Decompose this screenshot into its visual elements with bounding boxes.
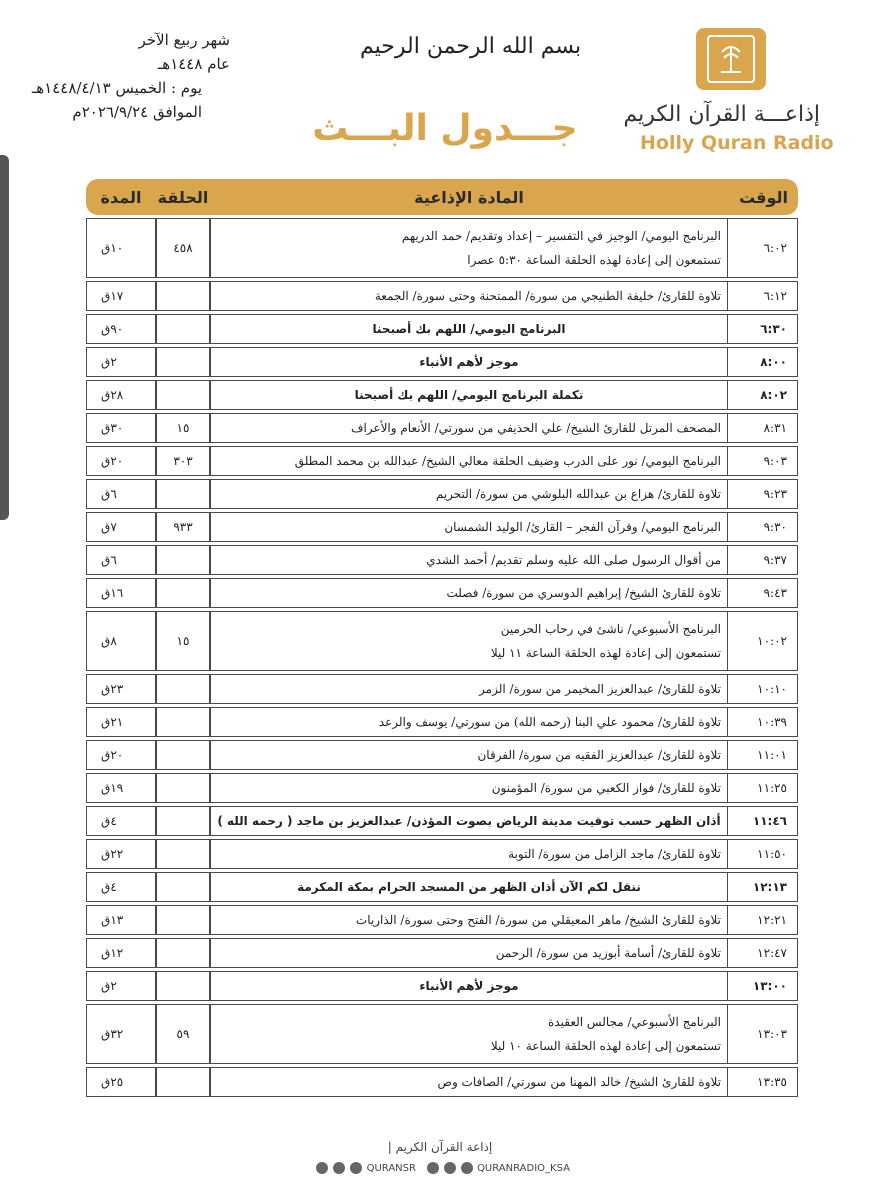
- row-episode: [156, 479, 210, 509]
- row-time-text: ٨:٠٢: [760, 388, 787, 402]
- footer-social: [270, 1162, 615, 1174]
- row-time: [728, 872, 798, 902]
- row-program: [210, 1004, 728, 1064]
- row-rebroadcast-note: تستمعون إلى إعادة لهذه الحلقة الساعة ٥:٣٠ عصرا: [467, 253, 721, 267]
- row-time: [728, 938, 798, 968]
- row-duration-text: ٩٠ق: [101, 322, 124, 336]
- row-duration-text: ٤ق: [101, 880, 117, 894]
- table-row: [86, 413, 798, 443]
- handle-quranradio[interactable]: QURANRADIO_KSA: [477, 1163, 570, 1174]
- row-program-text: موجز لأهم الأنباء: [419, 355, 519, 369]
- date-info: [10, 28, 230, 124]
- row-episode: [156, 971, 210, 1001]
- row-time-text: ٩:٣٧: [763, 553, 787, 567]
- twitter-icon[interactable]: [427, 1162, 439, 1174]
- row-program: [210, 674, 728, 704]
- row-time-text: ١٣:٣٥: [757, 1075, 787, 1089]
- row-time-text: ٦:١٢: [763, 289, 787, 303]
- row-time-text: ١٠:٠٢: [757, 634, 787, 648]
- row-episode: [156, 872, 210, 902]
- footer-station-name: إذاعة القرآن الكريم |: [387, 1140, 493, 1154]
- row-duration-text: ٢٠ق: [101, 454, 124, 468]
- row-program-text: البرنامج الأسبوعي/ ناشئ في رحاب الحرمين: [500, 622, 721, 636]
- table-row: [86, 938, 798, 968]
- row-program-text: تلاوة للقارئ/ خليفة الطنيجي من سورة/ الممتحنة وحتى سورة/ الجمعة: [374, 289, 721, 303]
- row-episode-text: ٤٥٨: [173, 241, 193, 255]
- hijri-month: شهر ربيع الآخر: [138, 31, 230, 49]
- row-program-text: ننقل لكم الآن أذان الظهر من المسجد الحرام بمكة المكرمة: [297, 880, 641, 894]
- basmala-text: بسم الله الرحمن الرحيم: [360, 34, 582, 59]
- row-program: [210, 971, 728, 1001]
- row-duration: [86, 218, 156, 278]
- row-episode: [156, 1004, 210, 1064]
- row-episode: [156, 380, 210, 410]
- row-program-text: أذان الظهر حسب توقيت مدينة الرياض بصوت المؤذن/ عبدالعزيز بن ماجد ( رحمه الله ): [217, 814, 721, 828]
- row-episode-text: ٥٩: [176, 1027, 190, 1041]
- telegram-icon[interactable]: [350, 1162, 362, 1174]
- row-program-text: البرنامج اليومي/ اللهم بك أصبحنا: [372, 322, 566, 336]
- row-time: [728, 314, 798, 344]
- row-time-text: ٩:٢٣: [763, 487, 787, 501]
- row-episode-text: ٣٠٣: [173, 454, 193, 468]
- row-time-text: ١١:٢٥: [757, 781, 787, 795]
- row-program: [210, 413, 728, 443]
- row-duration: [86, 1067, 156, 1097]
- row-duration: [86, 674, 156, 704]
- row-program: [210, 905, 728, 935]
- row-time-text: ٨:٠٠: [760, 355, 787, 369]
- header-duration: المدة: [86, 179, 156, 215]
- row-duration-text: ٢٥ق: [101, 1075, 124, 1089]
- row-episode: [156, 806, 210, 836]
- row-duration: [86, 545, 156, 575]
- scroll-indicator[interactable]: [0, 155, 9, 520]
- table-row: [86, 479, 798, 509]
- row-program-text: موجز لأهم الأنباء: [419, 979, 519, 993]
- row-program: [210, 707, 728, 737]
- hijri-year: عام ١٤٤٨هـ: [157, 55, 230, 73]
- table-row: [86, 1004, 798, 1064]
- row-time: [728, 512, 798, 542]
- table-row: [86, 707, 798, 737]
- row-episode: [156, 545, 210, 575]
- row-duration-text: ١٣ق: [101, 913, 124, 927]
- row-time: [728, 380, 798, 410]
- row-episode: [156, 413, 210, 443]
- row-episode-text: ١٥: [176, 421, 190, 435]
- row-time: [728, 218, 798, 278]
- row-episode: [156, 905, 210, 935]
- row-time: [728, 578, 798, 608]
- row-rebroadcast-note: تستمعون إلى إعادة لهذه الحلقة الساعة ١١ ليلا: [490, 646, 721, 660]
- row-time: [728, 1004, 798, 1064]
- row-program: [210, 446, 728, 476]
- row-program: [210, 806, 728, 836]
- row-duration: [86, 740, 156, 770]
- table-row: [86, 740, 798, 770]
- header-episode: الحلقة: [156, 179, 210, 215]
- row-duration: [86, 347, 156, 377]
- row-episode: [156, 740, 210, 770]
- row-duration-text: ٤ق: [101, 814, 117, 828]
- row-time-text: ٦:٠٢: [763, 241, 787, 255]
- row-program-text: تلاوة للقارئ/ محمود علي البنا (رحمه الله) من سورتي/ يوسف والرعد: [378, 715, 721, 729]
- broadcast-schedule-table: [86, 176, 798, 1100]
- row-duration: [86, 413, 156, 443]
- row-episode: [156, 674, 210, 704]
- row-duration-text: ٢ق: [101, 979, 117, 993]
- row-program: [210, 512, 728, 542]
- table-row: [86, 380, 798, 410]
- row-program-text: المصحف المرتل للقارئ الشيخ/ علي الحذيفي من سورتي/ الأنعام والأعراف: [351, 421, 721, 435]
- handle-quransr[interactable]: QURANSR: [366, 1163, 416, 1174]
- table-row: [86, 512, 798, 542]
- row-duration: [86, 839, 156, 869]
- row-program: [210, 773, 728, 803]
- row-time-text: ١١:٠١: [757, 748, 787, 762]
- row-program-text: البرنامج اليومي/ وقرآن الفجر – القارئ/ الوليد الشمسان: [444, 520, 721, 534]
- row-time-text: ١٣:٠٠: [752, 979, 787, 993]
- table-row: [86, 806, 798, 836]
- row-program: [210, 938, 728, 968]
- row-duration-text: ٢٠ق: [101, 748, 124, 762]
- row-time: [728, 806, 798, 836]
- row-program-text: البرنامج اليومي/ نور على الدرب وضيف الحلقة معالي الشيخ/ عبدالله بن محمد المطلق: [294, 454, 721, 468]
- row-time: [728, 347, 798, 377]
- row-episode: [156, 314, 210, 344]
- row-time: [728, 740, 798, 770]
- row-duration: [86, 1004, 156, 1064]
- youtube-icon[interactable]: [333, 1162, 345, 1174]
- row-duration: [86, 446, 156, 476]
- row-duration: [86, 872, 156, 902]
- row-time-text: ٩:٤٣: [763, 586, 787, 600]
- logo-arabic-name: إذاعـــة القرآن الكريم: [623, 102, 820, 127]
- row-program-text: تلاوة للقارئ/ عبدالعزيز الفقيه من سورة/ الفرقان: [477, 748, 721, 762]
- header-program: المادة الإذاعية: [210, 179, 728, 215]
- row-episode: [156, 578, 210, 608]
- table-row: [86, 545, 798, 575]
- row-program-text: تلاوة للقارئ/ عبدالعزيز المخيمر من سورة/ الزمر: [479, 682, 721, 696]
- row-duration: [86, 578, 156, 608]
- row-duration-text: ٧ق: [101, 520, 117, 534]
- row-program-text: تلاوة للقارئ/ ماجد الزامل من سورة/ التوبة: [508, 847, 721, 861]
- row-time-text: ٩:٣٠: [763, 520, 787, 534]
- row-duration-text: ١٩ق: [101, 781, 124, 795]
- row-program-text: تلاوة للقارئ الشيخ/ ماهر المعيقلي من سورة/ الفتح وحتى سورة/ الذاريات: [355, 913, 721, 927]
- row-time: [728, 707, 798, 737]
- row-program: [210, 545, 728, 575]
- row-episode: [156, 512, 210, 542]
- table-row: [86, 839, 798, 869]
- row-time: [728, 281, 798, 311]
- row-episode: [156, 446, 210, 476]
- day-date: يوم : الخميس ١٤٤٨/٤/١٣هـ: [31, 79, 202, 97]
- row-duration: [86, 938, 156, 968]
- row-duration-text: ٨ق: [101, 634, 117, 648]
- table-row: [86, 872, 798, 902]
- row-time: [728, 905, 798, 935]
- logo-english-name: Holly Quran Radio: [640, 132, 834, 154]
- row-episode: [156, 218, 210, 278]
- row-duration: [86, 479, 156, 509]
- row-program-text: تلاوة للقارئ/ هزاع بن عبدالله البلوشي من سورة/ التحريم: [435, 487, 721, 501]
- row-episode: [156, 1067, 210, 1097]
- table-header-row: [86, 179, 798, 215]
- row-duration-text: ٢٨ق: [101, 388, 124, 402]
- row-episode: [156, 281, 210, 311]
- row-time-text: ١٠:١٠: [757, 682, 787, 696]
- row-episode-text: ١٥: [176, 634, 190, 648]
- row-program: [210, 347, 728, 377]
- row-time: [728, 479, 798, 509]
- row-duration-text: ٣٠ق: [101, 421, 124, 435]
- row-time: [728, 545, 798, 575]
- table-row: [86, 314, 798, 344]
- row-time: [728, 446, 798, 476]
- table-row: [86, 773, 798, 803]
- row-episode: [156, 938, 210, 968]
- facebook-icon[interactable]: [316, 1162, 328, 1174]
- row-program: [210, 611, 728, 671]
- row-time-text: ١٢:١٣: [752, 880, 787, 894]
- table-row: [86, 281, 798, 311]
- row-time: [728, 674, 798, 704]
- snapchat-icon[interactable]: [444, 1162, 456, 1174]
- row-time: [728, 839, 798, 869]
- row-program: [210, 839, 728, 869]
- row-duration: [86, 905, 156, 935]
- table-row: [86, 905, 798, 935]
- row-program: [210, 1067, 728, 1097]
- row-duration-text: ٢٢ق: [101, 847, 124, 861]
- table-row: [86, 218, 798, 278]
- row-episode: [156, 347, 210, 377]
- row-duration-text: ١٠ق: [101, 241, 124, 255]
- header-time: الوقت: [728, 179, 798, 215]
- row-duration: [86, 707, 156, 737]
- row-episode-text: ٩٣٣: [173, 520, 193, 534]
- row-time-text: ١١:٤٦: [752, 814, 787, 828]
- row-duration: [86, 314, 156, 344]
- row-time: [728, 773, 798, 803]
- row-program: [210, 578, 728, 608]
- row-program-text: تلاوة للقارئ/ أسامة أبوزيد من سورة/ الرحمن: [495, 946, 721, 960]
- row-program: [210, 479, 728, 509]
- row-duration-text: ١٧ق: [101, 289, 124, 303]
- row-time-text: ٦:٣٠: [760, 322, 787, 336]
- table-row: [86, 971, 798, 1001]
- row-duration-text: ١٦ق: [101, 586, 124, 600]
- row-duration-text: ٢١ق: [101, 715, 124, 729]
- row-duration: [86, 281, 156, 311]
- row-time-text: ٨:٣١: [763, 421, 787, 435]
- row-program: [210, 872, 728, 902]
- row-duration: [86, 611, 156, 671]
- radio-logo-icon: [696, 28, 766, 90]
- basmala-calligraphy: [330, 22, 582, 78]
- row-program: [210, 281, 728, 311]
- row-time: [728, 971, 798, 1001]
- row-episode: [156, 839, 210, 869]
- row-duration-text: ٢ق: [101, 355, 117, 369]
- page-title: جـــدول البـــث: [312, 108, 578, 149]
- row-duration: [86, 773, 156, 803]
- row-time-text: ١١:٥٠: [757, 847, 787, 861]
- gregorian-date: الموافق ٢٠٢٦/٩/٢٤م: [72, 103, 202, 121]
- row-program-text: من أقوال الرسول صلى الله عليه وسلم تقديم/ أحمد الشدي: [426, 553, 721, 567]
- table-row: [86, 1067, 798, 1097]
- row-duration-text: ٣٢ق: [101, 1027, 124, 1041]
- row-program-text: تلاوة للقارئ/ فواز الكعبي من سورة/ المؤمنون: [491, 781, 721, 795]
- row-duration-text: ٦ق: [101, 553, 117, 567]
- row-program: [210, 218, 728, 278]
- row-time: [728, 413, 798, 443]
- row-time-text: ١٠:٣٩: [757, 715, 787, 729]
- row-time-text: ١٣:٠٣: [757, 1027, 787, 1041]
- row-episode: [156, 707, 210, 737]
- row-program-text: تكملة البرنامج اليومي/ اللهم بك أصبحنا: [354, 388, 584, 402]
- row-episode: [156, 773, 210, 803]
- table-row: [86, 578, 798, 608]
- table-row: [86, 674, 798, 704]
- row-program-text: البرنامج اليومي/ الوجيز في التفسير – إعداد وتقديم/ حمد الدريهم: [401, 229, 721, 243]
- row-duration-text: ١٢ق: [101, 946, 124, 960]
- row-time-text: ١٢:٤٧: [757, 946, 787, 960]
- row-duration: [86, 512, 156, 542]
- row-program: [210, 314, 728, 344]
- row-program: [210, 740, 728, 770]
- row-duration-text: ٦ق: [101, 487, 117, 501]
- row-duration: [86, 380, 156, 410]
- row-rebroadcast-note: تستمعون إلى إعادة لهذه الحلقة الساعة ١٠ ليلا: [490, 1039, 721, 1053]
- row-time: [728, 1067, 798, 1097]
- instagram-icon[interactable]: [461, 1162, 473, 1174]
- row-program: [210, 380, 728, 410]
- row-program-text: تلاوة للقارئ الشيخ/ إبراهيم الدوسري من سورة/ فصلت: [446, 586, 721, 600]
- row-time-text: ١٢:٢١: [757, 913, 787, 927]
- row-time: [728, 611, 798, 671]
- row-time-text: ٩:٠٣: [763, 454, 787, 468]
- row-program-text: تلاوة للقارئ الشيخ/ خالد المهنا من سورتي/ الصافات وص: [437, 1075, 721, 1089]
- row-duration: [86, 971, 156, 1001]
- table-row: [86, 446, 798, 476]
- row-duration-text: ٢٣ق: [101, 682, 124, 696]
- row-duration: [86, 806, 156, 836]
- table-row: [86, 347, 798, 377]
- row-program-text: البرنامج الأسبوعي/ مجالس العقيدة: [548, 1015, 721, 1029]
- table-row: [86, 611, 798, 671]
- row-episode: [156, 611, 210, 671]
